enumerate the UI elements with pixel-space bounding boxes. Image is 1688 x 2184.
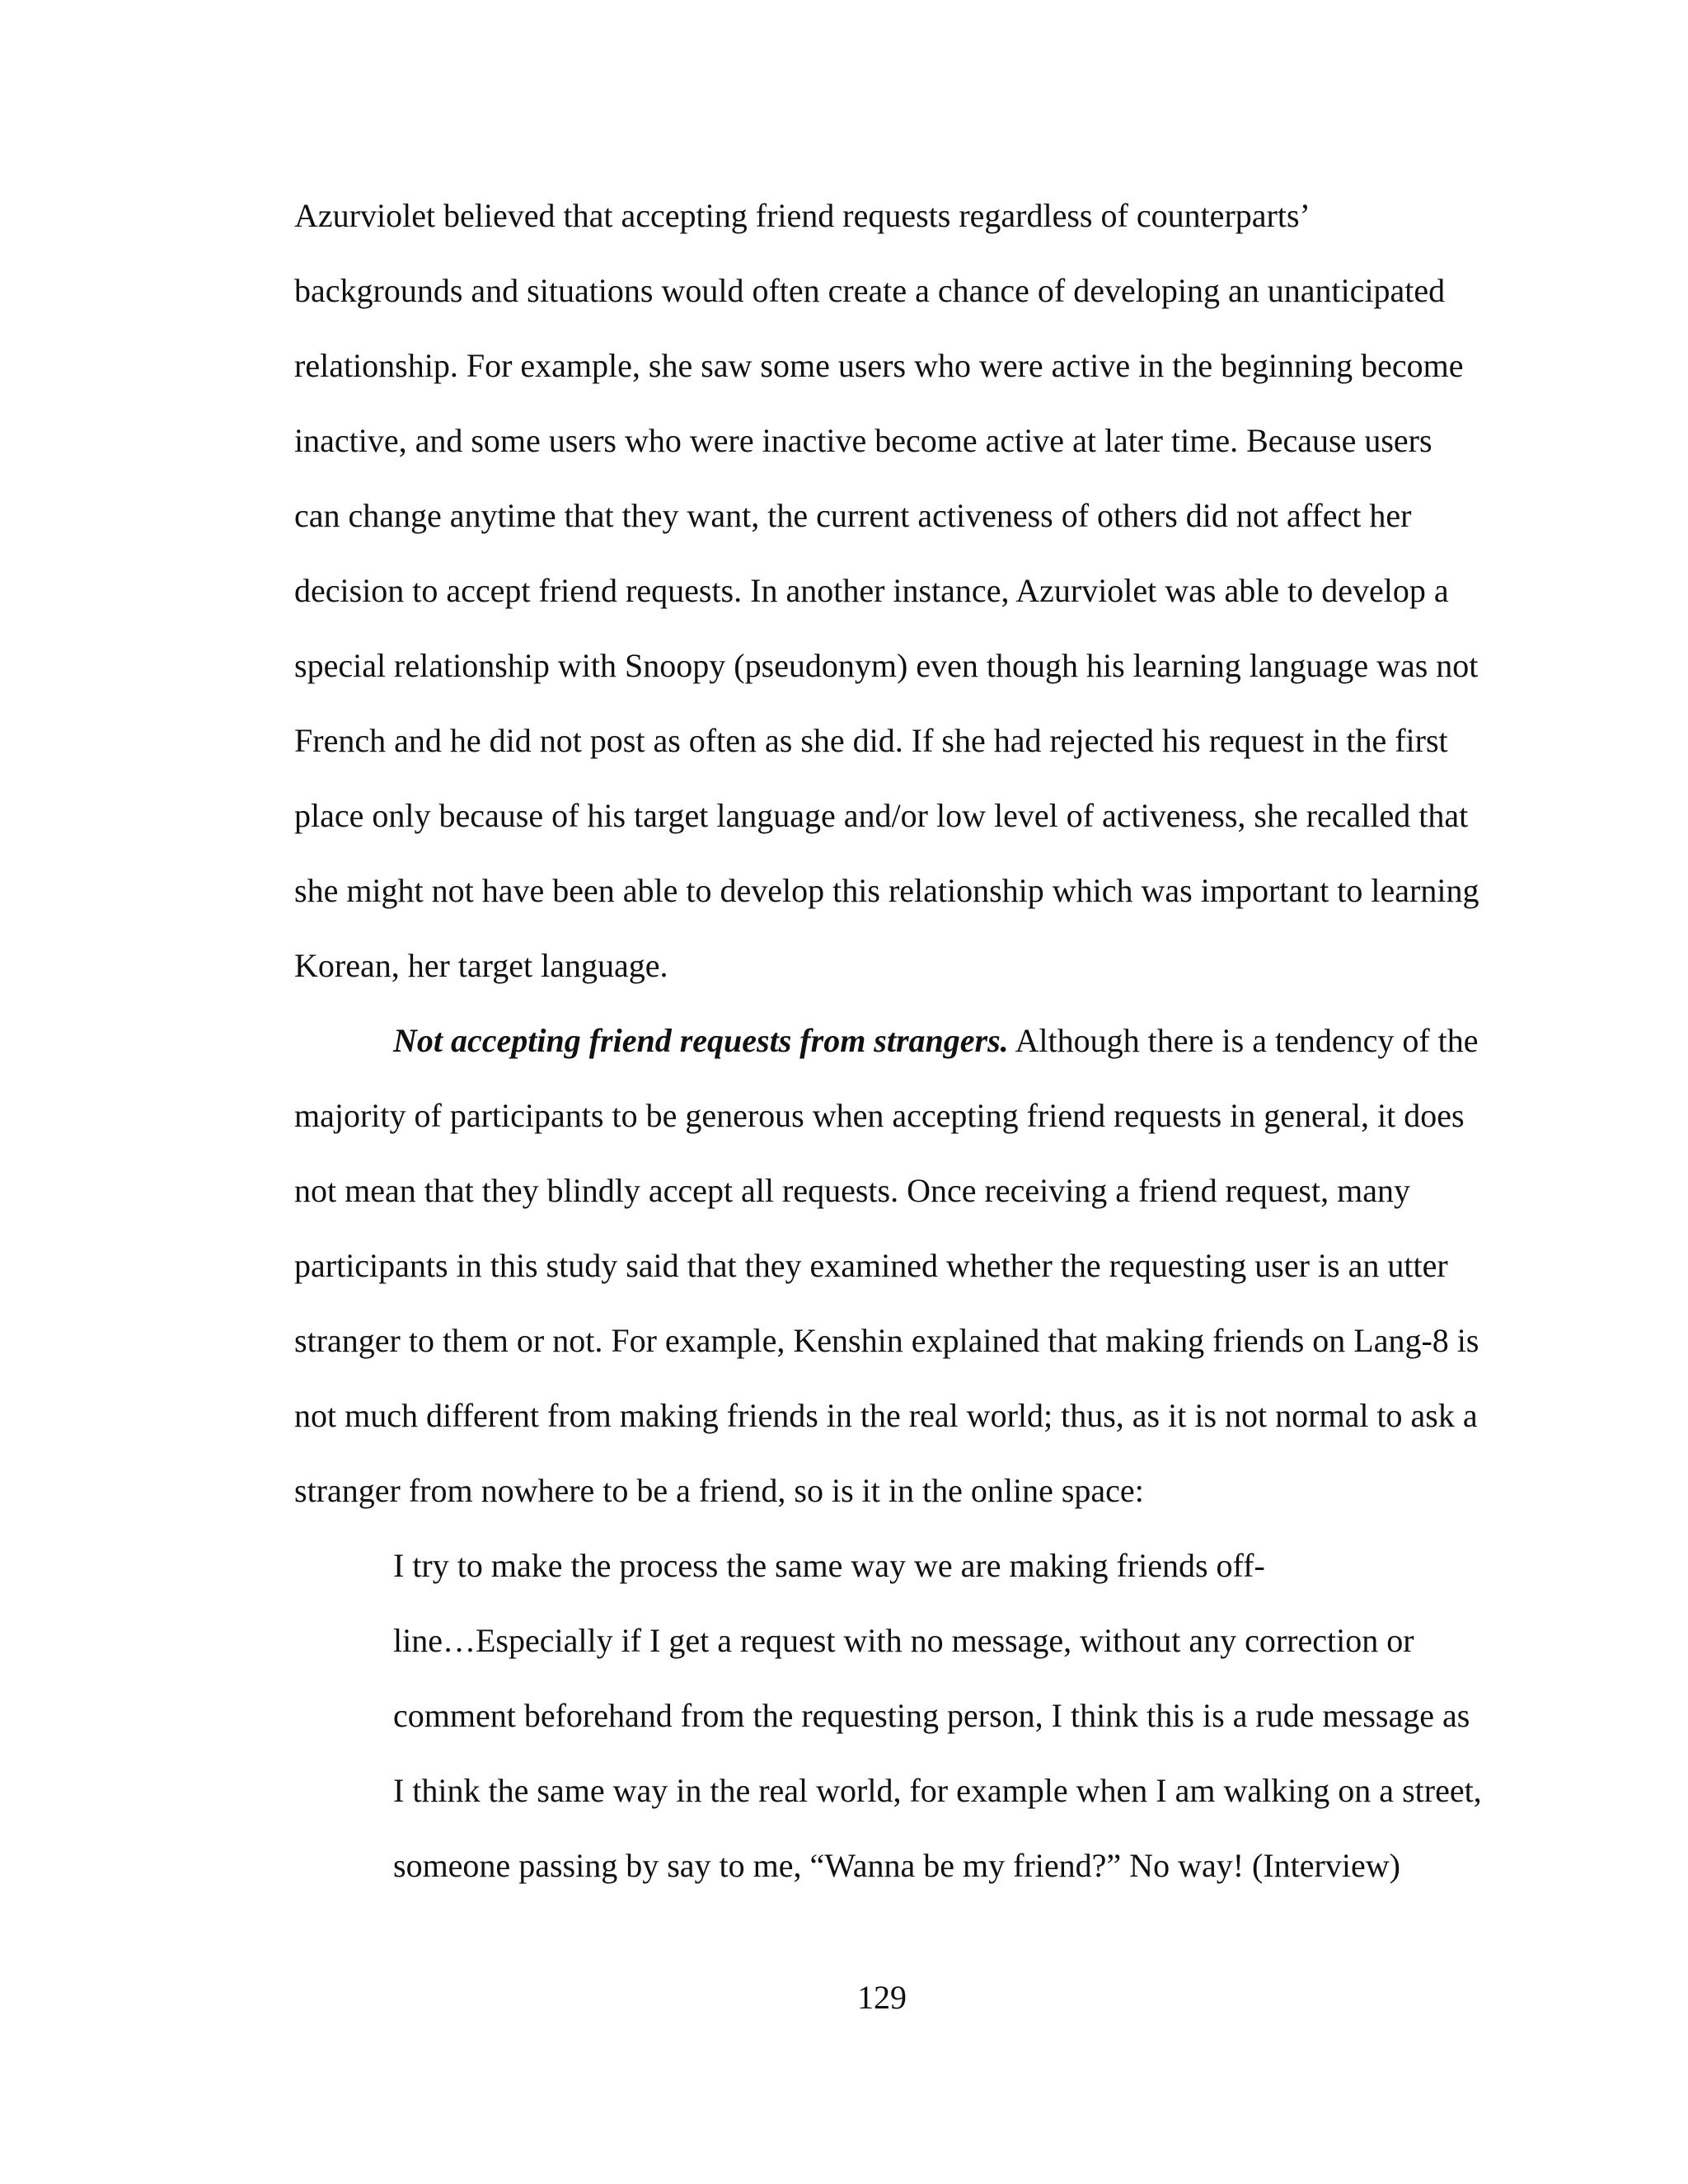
text-line: decision to accept friend requests. In another instance, Azurviolet was able to develop a — [294, 572, 1449, 609]
text-line: not much different from making friends in the real world; thus, as it is not normal to ask a — [294, 1397, 1478, 1434]
quote-line: I think the same way in the real world, for example when I am walking on a street, — [393, 1772, 1482, 1809]
text-line: relationship. For example, she saw some users who were active in the beginning become — [294, 347, 1464, 384]
text-run: Although there is a tendency of the — [1008, 1022, 1479, 1059]
text-line: special relationship with Snoopy (pseudonym) even though his learning language was not — [294, 647, 1479, 684]
text-line: Korean, her target language. — [294, 947, 668, 984]
text-line: French and he did not post as often as she did. If she had rejected his request in the first — [294, 722, 1448, 759]
quote-line: someone passing by say to me, “Wanna be my friend?” No way! (Interview) — [393, 1847, 1400, 1884]
text-line: she might not have been able to develop this relationship which was important to learning — [294, 872, 1479, 909]
text-line: majority of participants to be generous when accepting friend requests in general, it does — [294, 1097, 1465, 1134]
text-line: not mean that they blindly accept all requests. Once receiving a friend request, many — [294, 1172, 1410, 1209]
quote-line: line…Especially if I get a request with no message, without any correction or — [393, 1622, 1414, 1659]
quote-line: I try to make the process the same way we are making friends off- — [393, 1547, 1265, 1584]
quote-line: comment beforehand from the requesting person, I think this is a rude message as — [393, 1697, 1470, 1734]
section-heading: Not accepting friend requests from strangers. — [393, 1022, 1009, 1059]
text-line — [393, 1021, 1479, 1061]
text-line: participants in this study said that they examined whether the requesting user is an utter — [294, 1247, 1448, 1284]
text-line: can change anytime that they want, the current activeness of others did not affect her — [294, 497, 1412, 534]
text-line: Azurviolet believed that accepting friend requests regardless of counterparts’ — [294, 197, 1311, 234]
text-line: stranger to them or not. For example, Kenshin explained that making friends on Lang-8 is — [294, 1322, 1479, 1359]
page-number: 129 — [857, 1979, 907, 2016]
text-line: backgrounds and situations would often create a chance of developing an unanticipated — [294, 272, 1446, 309]
text-line: inactive, and some users who were inactive become active at later time. Because users — [294, 422, 1432, 459]
text-line: stranger from nowhere to be a friend, so is it in the online space: — [294, 1472, 1144, 1509]
text-line: place only because of his target language and/or low level of activeness, she recalled that — [294, 797, 1469, 834]
